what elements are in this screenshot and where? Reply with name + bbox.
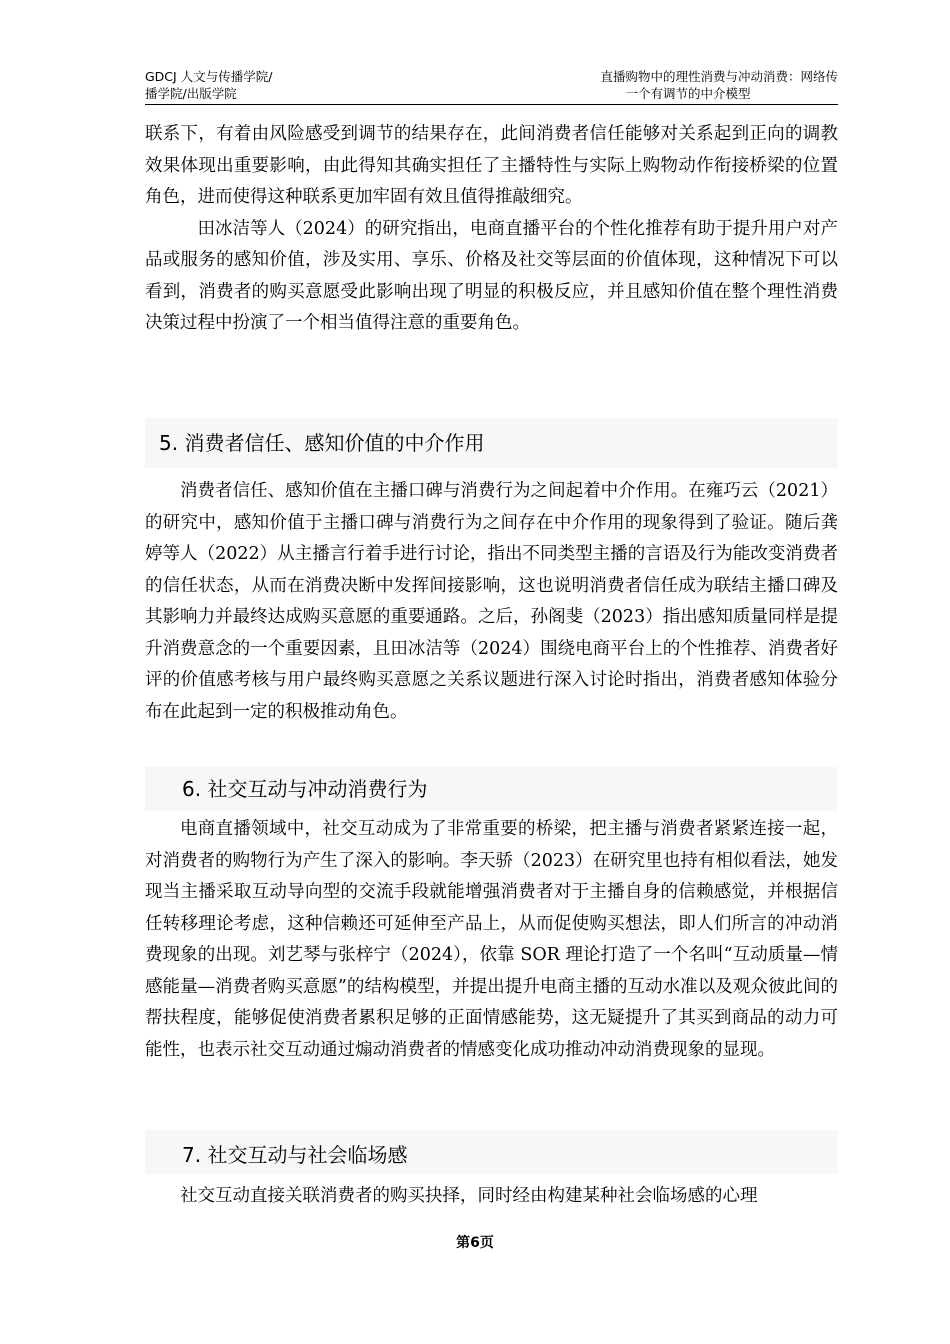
header-institution <box>145 68 375 102</box>
paragraph-social-presence: 社交互动直接关联消费者的购买抉择，同时经由构建某种社会临场感的心理 <box>180 1186 758 1206</box>
header-paper-title <box>538 68 838 102</box>
paragraph-continued: 联系下，有着由风险感受到调节的结果存在，此间消费者信任能够对关系起到正向的调教效果体现出重要影响，由此得知其确实担任了主播特性与实际上购物动作衔接桥梁的位置角色，进而使得这种联系更加牢固有效且值得推敲细究。 <box>145 124 838 207</box>
header-left-line2: 播学院/出版学院 <box>145 86 237 101</box>
section-heading-6: 6. 社交互动与冲动消费行为 <box>145 767 838 811</box>
header-right-line2: 一个有调节的中介模型 <box>625 86 751 101</box>
header-right-line1: 直播购物中的理性消费与冲动消费：网络传 <box>600 69 838 84</box>
paragraph-block-1 <box>145 119 838 340</box>
paragraph-block-3 <box>145 814 838 1066</box>
page-number: 第6页 <box>456 1235 494 1251</box>
header-left-line1: GDCJ 人文与传播学院/ <box>145 69 273 84</box>
paragraph-block-2 <box>145 476 838 728</box>
section-heading-5: 5. 消费者信任、感知价值的中介作用 <box>145 418 838 468</box>
paragraph-block-4 <box>145 1181 838 1213</box>
paragraph-mediation: 消费者信任、感知价值在主播口碑与消费行为之间起着中介作用。在雍巧云（2021）的研究中，感知价值于主播口碑与消费行为之间存在中介作用的现象得到了验证。随后龚婷等人（2022）从主播言行着手进行讨论，指出不同类型主播的言语及行为能改变消费者的信任状态，从而在消费决断中发挥间接影响，这也说明消费者信任成为联结主播口碑及其影响力并最终达成购买意愿的重要通路。之后，孙阁斐（2023）指出感知质量同样是提升消费意念的一个重要因素，且田冰洁等（2024）围绕电商平台上的个性推荐、消费者好评的价值感考核与用户最终购买意愿之关系议题进行深入讨论时指出，消费者感知体验分布在此起到一定的积极推动角色。 <box>145 481 838 722</box>
section-heading-7: 7. 社交互动与社会临场感 <box>145 1130 838 1174</box>
page-header <box>145 66 838 105</box>
paragraph-tian-2024: 田冰洁等人（2024）的研究指出，电商直播平台的个性化推荐有助于提升用户对产品或服务的感知价值，涉及实用、享乐、价格及社交等层面的价值体现，这种情况下可以看到，消费者的购买意愿受此影响出现了明显的积极反应，并且感知价值在整个理性消费决策过程中扮演了一个相当值得注意的重要角色。 <box>145 218 838 333</box>
paragraph-social-interaction: 电商直播领域中，社交互动成为了非常重要的桥梁，把主播与消费者紧紧连接一起，对消费者的购物行为产生了深入的影响。李天骄（2023）在研究里也持有相似看法，她发现当主播采取互动导向型的交流手段就能增强消费者对于主播自身的信赖感觉，并根据信任转移理论考虑，这种信赖还可延伸至产品上，从而促使购买想法，即人们所言的冲动消费现象的出现。刘艺琴与张梓宁（2024），依靠 SOR 理论打造了一个名叫“互动质量—情感能量—消费者购买意愿”的结构模型，并提出提升电商主播的互动水准以及观众彼此间的帮扶程度，能够促使消费者累积足够的正面情感能势，这无疑提升了其买到商品的动力可能性，也表示社交互动通过煽动消费者的情感变化成功推动冲动消费现象的显现。 <box>145 819 838 1060</box>
